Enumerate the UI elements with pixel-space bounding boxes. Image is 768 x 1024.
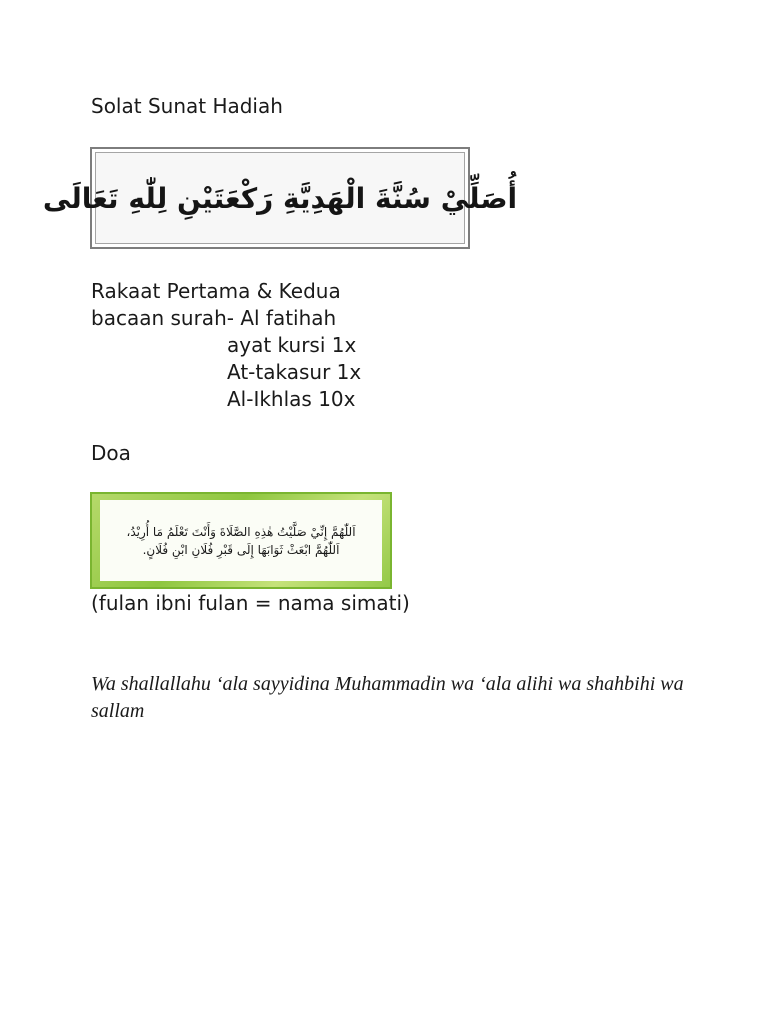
surah-item: ayat kursi 1x — [227, 333, 357, 357]
closing-salawat: Wa shallallahu ‘ala sayyidina Muhammadin wa ‘ala alihi wa shahbihi wa sallam — [91, 673, 684, 722]
doa-image-inner — [100, 500, 382, 581]
niat-arabic-text: أُصَلِّيْ سُنَّةَ الْهَدِيَّةِ رَكْعَتَيْنِ لِلّٰهِ تَعَالَى — [42, 181, 518, 215]
niat-image — [42, 147, 518, 249]
doa-arabic-line-2: اَللّٰهُمَّ ابْعَثْ ثَوَابَهَا إِلَى قَبْرِ فُلَانِ ابْنِ فُلَانٍ. — [142, 542, 340, 557]
niat-image-inner — [42, 152, 518, 244]
rakaat-heading: Rakaat Pertama & Kedua — [91, 279, 341, 303]
fulan-note: (fulan ibni fulan = nama simati) — [91, 591, 410, 615]
bacaan-line: bacaan surah- Al fatihah — [91, 306, 337, 330]
page-title: Solat Sunat Hadiah — [91, 94, 283, 118]
surah-item: Al-Ikhlas 10x — [227, 387, 356, 411]
doa-arabic-line-1: اَللّٰهُمَّ إِنِّيْ صَلَّيْتُ هٰذِهِ الصَّلَاةَ وَأَنْتَ تَعْلَمُ مَا أُرِيْدُ، — [126, 524, 356, 539]
doa-heading: Doa — [91, 441, 131, 465]
surah-item: At-takasur 1x — [227, 360, 362, 384]
doa-image — [90, 492, 392, 589]
